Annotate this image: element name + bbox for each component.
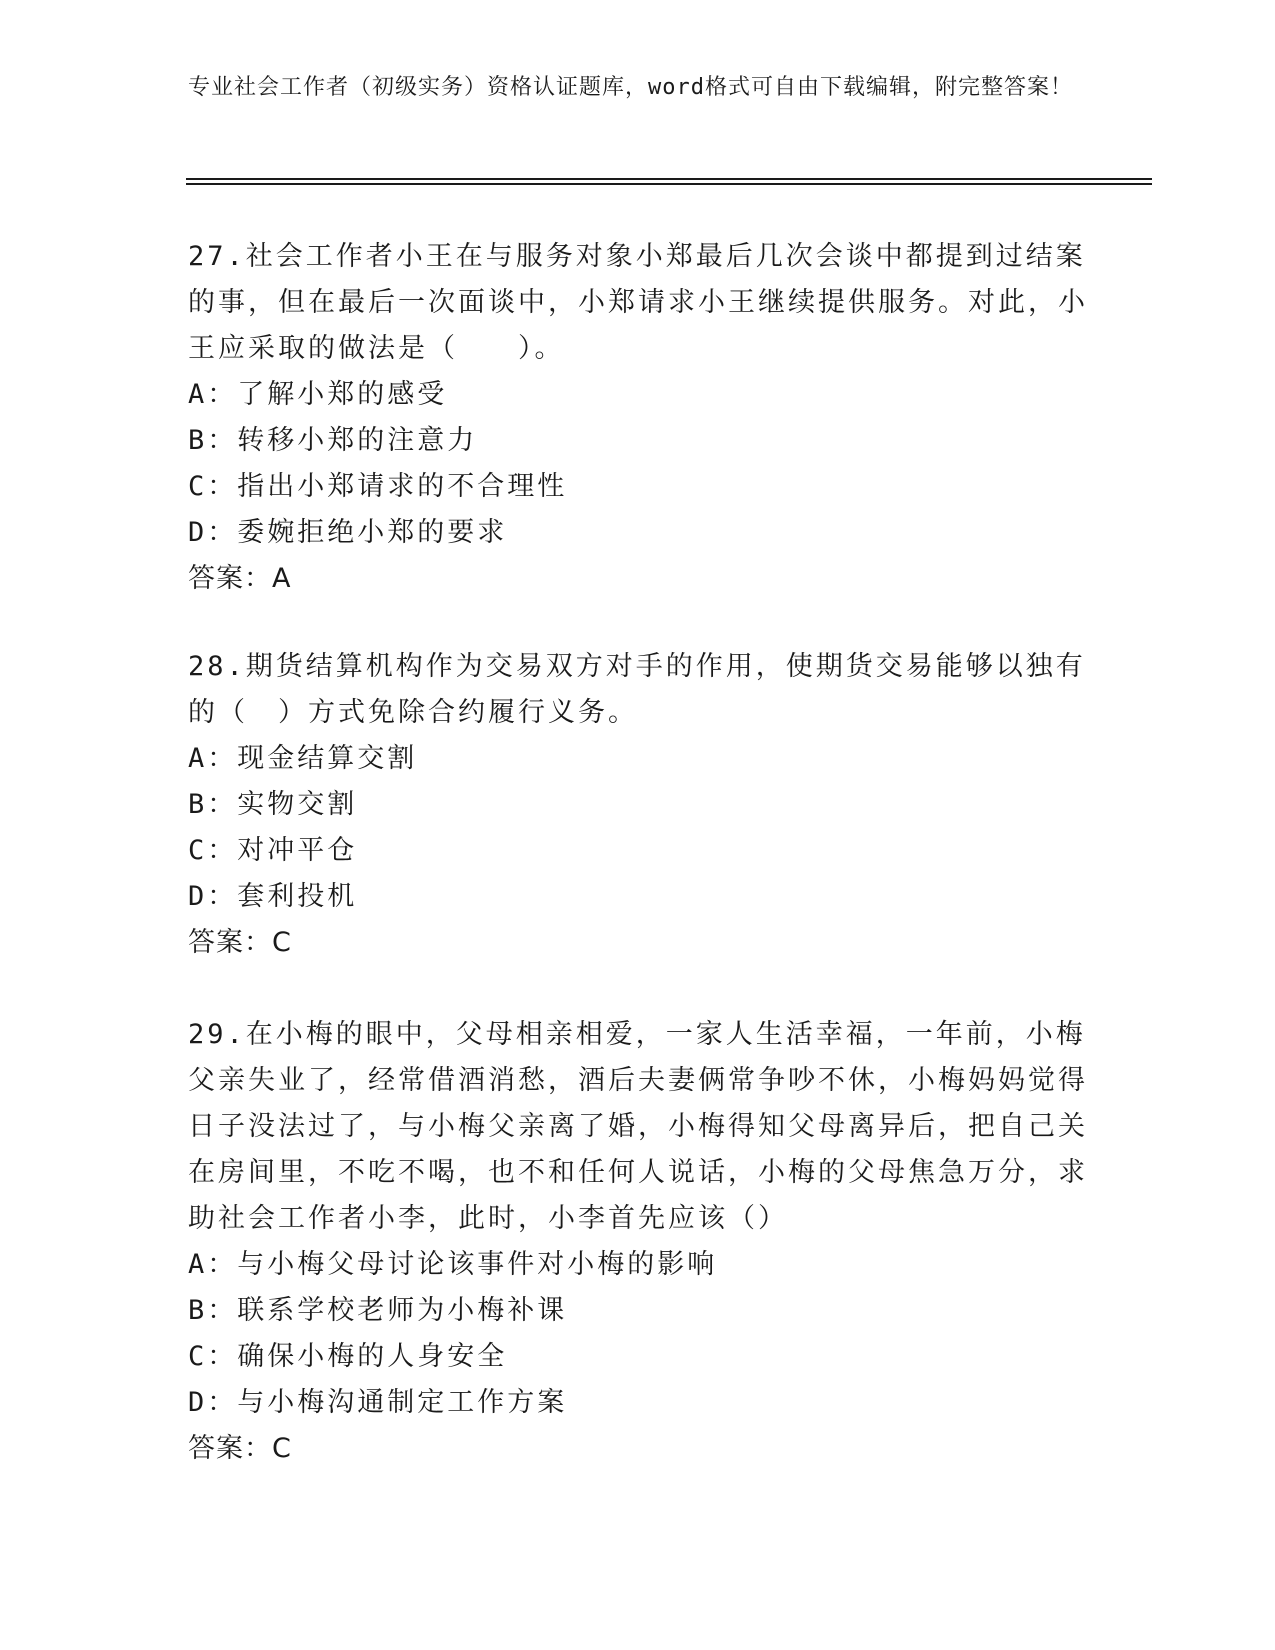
- question-stem: 29.在小梅的眼中，父母相亲相爱，一家人生活幸福，一年前，小梅父亲失业了，经常借酒消愁，酒后夫妻俩常争吵不休，小梅妈妈觉得日子没法过了，与小梅父亲离了婚，小梅得知父母离异后，把自己关在房间里，不吃不喝，也不和任何人说话，小梅的父母焦急万分，求助社会工作者小李，此时，小李首先应该（）: [188, 1019, 1088, 1234]
- question-27: [188, 234, 1088, 602]
- option-c: C：对冲平仓: [188, 835, 358, 866]
- question-29: [188, 1012, 1088, 1472]
- question-stem: 27.社会工作者小王在与服务对象小郑最后几次会谈中都提到过结案的事，但在最后一次面谈中，小郑请求小王继续提供服务。对此，小王应采取的做法是（ ）。: [188, 241, 1088, 364]
- option-a: A：了解小郑的感受: [188, 379, 448, 410]
- option-d: D：委婉拒绝小郑的要求: [188, 517, 508, 548]
- answer-line: 答案：A: [188, 563, 292, 594]
- option-a: A：现金结算交割: [188, 743, 418, 774]
- header-divider: [186, 178, 1152, 185]
- option-b: B：联系学校老师为小梅补课: [188, 1295, 568, 1326]
- question-stem: 28.期货结算机构作为交易双方对手的作用，使期货交易能够以独有的（ ）方式免除合约履行义务。: [188, 651, 1086, 728]
- option-c: C：确保小梅的人身安全: [188, 1341, 508, 1372]
- option-d: D：与小梅沟通制定工作方案: [188, 1387, 568, 1418]
- answer-line: 答案：C: [188, 927, 292, 958]
- option-d: D：套利投机: [188, 881, 358, 912]
- option-b: B：转移小郑的注意力: [188, 425, 478, 456]
- option-b: B：实物交割: [188, 789, 358, 820]
- option-a: A：与小梅父母讨论该事件对小梅的影响: [188, 1249, 718, 1280]
- question-28: [188, 644, 1088, 966]
- page-header: 专业社会工作者（初级实务）资格认证题库，word格式可自由下载编辑，附完整答案！: [188, 75, 1073, 100]
- answer-line: 答案：C: [188, 1433, 292, 1464]
- option-c: C：指出小郑请求的不合理性: [188, 471, 568, 502]
